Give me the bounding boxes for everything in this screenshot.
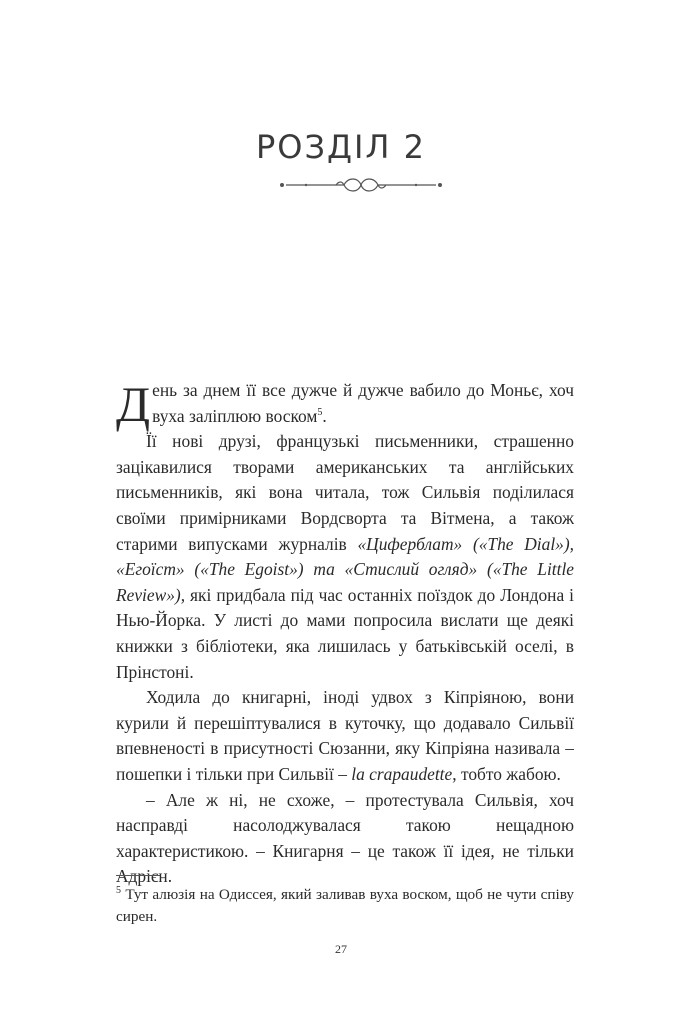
paragraph: – Але ж ні, не схоже, – протестувала Сильвія, хоч насправді насолоджувалася такою нещадною характеристикою. – Книгарня – це також її ідея, не тільки Адрієн. [116,789,574,887]
paragraph-text: які придбала під час останніх поїздок до Лондона і Нью-Йорка. У листі до мами попросила вислати ще деякі книжки з бібліотеки, яка лишилась у батьківській оселі, в Прінстоні. [116,584,574,682]
footnote-reference[interactable]: 5 [317,406,323,418]
paragraph-text: Ходила до книгарні, іноді удвох з Кіпріяною, вони курили й перешіптувалися в куточку, що додавало Сильвії впевненості в присутності Сюзанни, яку Кіпріяна називала – пошепки і тільки при Сильвії – [116,687,574,784]
paragraph-text: . [322,405,327,426]
paragraph [116,376,574,432]
body-text [116,378,574,890]
paragraph [116,429,574,685]
chapter-title: РОЗДІЛ 2 [255,128,427,166]
footnote-number: 5 [116,884,121,896]
ornament-divider [276,174,446,196]
italic-phrase: la crapaudette [351,763,453,784]
paragraph-text: , тобто жабою. [452,763,561,784]
paragraph-text: Її нові друзі, французькі письменники, страшенно зацікавилися творами американських та англійських письменників, які вона читала, тож Сильвія поділилася своїми примірниками Вордсворта та Вітмена, а також старими випусками журналів [116,431,574,554]
drop-cap: Д [116,376,151,432]
footnote [116,884,574,928]
footnote-text: Тут алюзія на Одиссея, який заливав вуха воском, щоб не чути співу сирен. [116,886,574,925]
journal-titles: «Циферблат» («The Dial»), «Егоїст» («The Egoist») та «Стислий огляд» («The Little Review»), [116,533,574,605]
paragraph [116,685,574,787]
page-number: 27 [335,942,347,956]
footnote-divider [116,875,160,876]
paragraph-text: ень за днем її все дужче й дужче вабило до Моньє, хоч вуха заліплюю воском [152,380,574,426]
